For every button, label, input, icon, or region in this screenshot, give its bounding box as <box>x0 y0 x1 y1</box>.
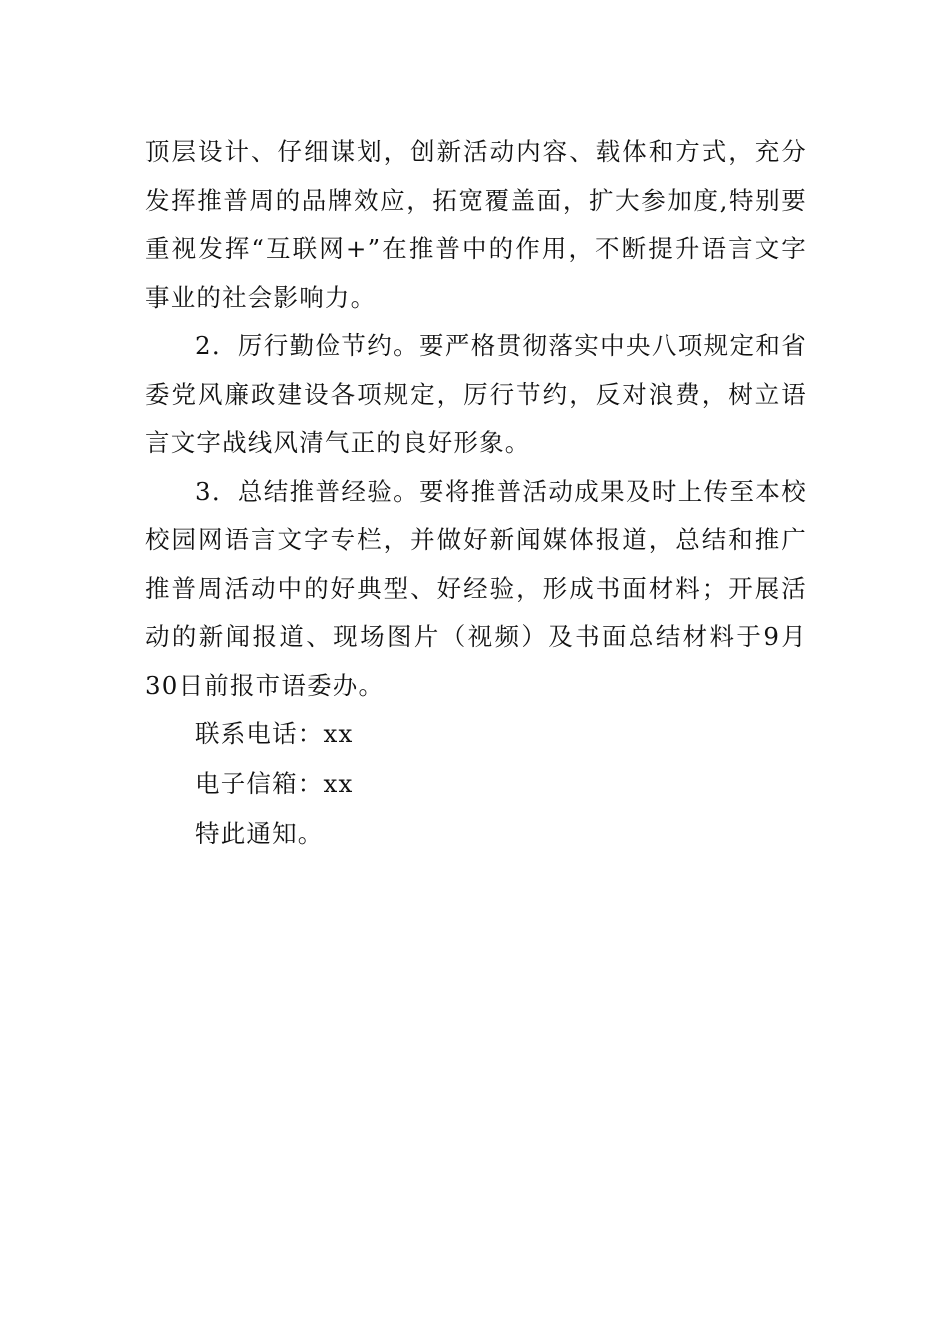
item-3-paragraph: 3．总结推普经验。要将推普活动成果及时上传至本校校园网语言文字专栏，并做好新闻媒体报道，总结和推广推普周活动中的好典型、好经验，形成书面材料；开展活动的新闻报道、现场图片（视频）及书面总结材料于9月30日前报市语委办。 <box>145 476 807 700</box>
closing-line: 特此通知。 <box>195 819 324 848</box>
contact-phone: 联系电话：xx <box>195 719 354 748</box>
contact-email: 电子信箱：xx <box>195 769 354 798</box>
document-body <box>145 128 807 860</box>
paragraph-continuation: 顶层设计、仔细谋划，创新活动内容、载体和方式，充分发挥推普周的品牌效应，拓宽覆盖面，扩大参加度,特别要重视发挥“互联网+”在推普中的作用，不断提升语言文字事业的社会影响力。 <box>145 137 807 312</box>
item-2-paragraph: 2．厉行勤俭节约。要严格贯彻落实中央八项规定和省委党风廉政建设各项规定，厉行节约，反对浪费，树立语言文字战线风清气正的良好形象。 <box>145 331 807 457</box>
